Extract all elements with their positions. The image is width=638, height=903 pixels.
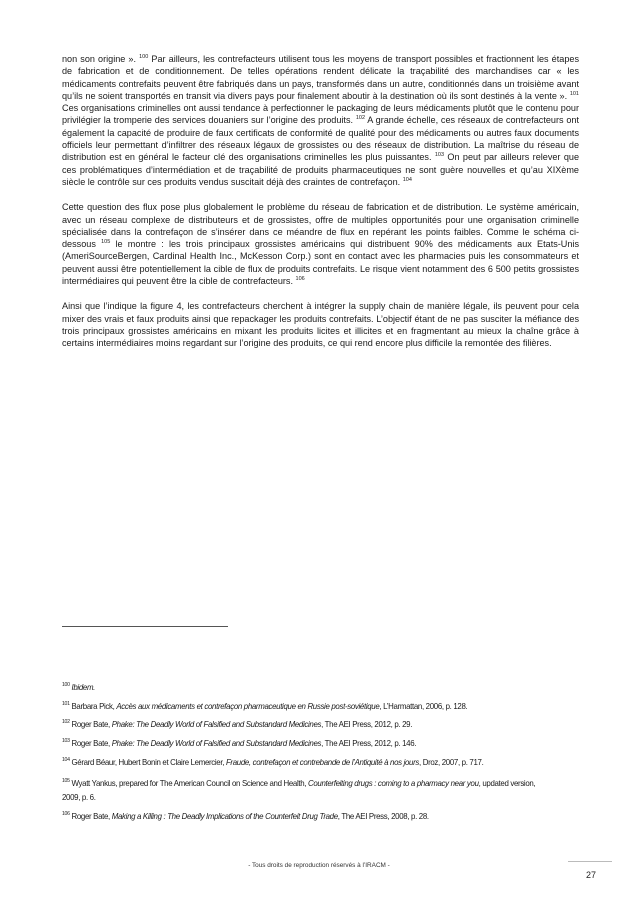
italic-title: Making a Killing : The Deadly Implications of the Counterfeit Drug Trade: [111, 811, 338, 821]
text-run: le montre : les trois principaux grossistes américains qui distribuent 90% des médicaments aux Etats-Unis (AmeriSourceBergen, Cardinal Health Inc., McKesson Corp.) sont en contact avec les pharmacies puis les consommateurs et peuvent aussi être potentiellement la cible de flux de produits contrefaits. Le risque vient notamment des 6 500 petits grossistes intermédiaires qui peuvent être la cible de contrefacteurs.: [62, 239, 579, 287]
footnote-ref: 102: [355, 115, 366, 122]
text-run: Roger Bate,: [69, 811, 112, 821]
italic-title: Ibidem.: [71, 682, 96, 692]
text-run: Ces organisations criminelles ont aussi tendance à perfectionner le packaging de leurs médicaments plutôt que le contenu pour privilégier la tromperie des services douaniers sur l’origine des produits.: [62, 103, 579, 126]
footnote-ref: 102: [62, 719, 70, 725]
footnote-ref: 104: [62, 757, 70, 763]
text-run: Barbara Pick,: [69, 700, 117, 711]
footnote-ref: 100: [62, 682, 70, 688]
text-run: On peut par ailleurs relever que ces problématiques d’intermédiation et de traçabilité de produits pharmaceutiques ne sont guère nouvelles et qu’au XIXème siècle le contrôle sur ces produits vendus suscitait déjà des craintes de contrefaçon.: [62, 152, 579, 187]
footnote-106: [62, 810, 553, 822]
footnote-ref: 103: [434, 152, 445, 159]
footnote-ref: 103: [62, 737, 70, 744]
page-number-rule: [568, 861, 612, 862]
italic-title: Counterfeiting drugs : coming to a pharmacy near you: [308, 777, 479, 788]
footnote-102: [62, 718, 553, 730]
body-paragraph: [62, 53, 579, 188]
footnote-101: [62, 700, 553, 712]
footnote-ref: 104: [402, 176, 412, 183]
footnote-ref: 106: [62, 811, 70, 817]
text-run: , The AEI Press, 2012, p. 146.: [321, 737, 417, 748]
text-run: , The AEI Press, 2012, p. 29.: [321, 719, 413, 729]
text-run: , Droz, 2007, p. 717.: [419, 757, 484, 767]
footnote-100: [62, 681, 553, 693]
footnote-ref: 101: [569, 90, 579, 97]
text-run: non son origine ».: [62, 54, 140, 64]
text-run: A grande échelle, ces réseaux de contrefacteurs ont également la capacité de produire de faux certificats de conformité de qualité pour des médicaments ou autres faux documents officiels leur permettant d’infiltrer des réseaux légaux de grossistes ou des réseaux de distribution. La maîtrise du réseau de distribution est en général le facteur clé des organisations criminelles les plus puissantes.: [62, 115, 579, 163]
text-run: Cette question des flux pose plus globalement le problème du réseau de fabrication et de distribution. Le système américain, avec un réseau complexe de distributeurs et de grossistes, offre de multiples opportunités pour une organisation criminelle spécialisée dans la contrefaçon de s’insérer dans ce méandre de flux en repérant les points faibles. Comme le schéma ci-dessous: [62, 202, 579, 250]
footnote-105: [62, 776, 553, 804]
footnote-103: [62, 737, 553, 749]
footnote-ref: 105: [101, 239, 111, 246]
italic-title: Accès aux médicaments et contrefaçon pharmaceutique en Russie post-soviétique: [116, 700, 380, 711]
text-run: Wyatt Yankus, prepared for The American Council on Science and Health,: [69, 777, 309, 788]
footnote-ref: 105: [62, 777, 70, 784]
italic-title: Phake: The Deadly World of Falsified and Substandard Medicines: [111, 719, 322, 729]
footnote-104: [62, 755, 553, 769]
body-paragraph: [62, 300, 579, 349]
italic-title: Phake: The Deadly World of Falsified and Substandard Medicines: [111, 737, 322, 748]
text-run: Par ailleurs, les contrefacteurs utilisent tous les moyens de transport possibles et fractionnent les étapes de fabrication et de conditionnement. De telles opérations rendent délicate la traçabilité des marchandises car « les médicaments contrefaits peuvent être fabriqués dans un pays, transformés dans un autre, conditionnés dans un troisième avant qu’ils ne soient transportés en transit via divers pays pour finalement aboutir à la destination où ils sont destinés à la vente ».: [62, 54, 579, 101]
text-run: , L’Harmattan, 2006, p. 128.: [379, 700, 468, 711]
footnote-ref: 106: [295, 276, 305, 283]
text-run: , updated version, 2009, p. 6.: [62, 777, 536, 802]
footnotes: [62, 681, 553, 829]
text-run: , The AEI Press, 2008, p. 28.: [337, 811, 429, 821]
footnote-ref: 101: [62, 700, 70, 707]
italic-title: Fraude, contrefaçon et contrebande de l’Antiquité à nos jours: [225, 757, 420, 767]
footnote-ref: 100: [139, 54, 149, 60]
text-run: Gérard Béaur, Hubert Bonin et Claire Lemercier,: [69, 757, 226, 767]
body-text: [62, 53, 579, 363]
footnote-separator: [62, 626, 228, 627]
page-number: 27: [586, 870, 597, 880]
text-run: Ainsi que l’indique la figure 4, les contrefacteurs cherchent à intégrer la supply chain de manière légale, ils peuvent pour cela mixer des vrais et faux produits ainsi que repackager les produits contrefaits. L’objectif étant de ne pas susciter la méfiance des trois principaux grossistes américains en mixant les produits licites et illicites et en fragmentant au mieux la chaîne grâce à certains intermédiaires moins regardant sur l’origine des produits, ce qui rend encore plus difficile la remontée des filières.: [62, 301, 579, 349]
text-run: Roger Bate,: [69, 719, 112, 729]
body-paragraph: [62, 201, 579, 287]
copyright-notice: - Tous droits de reproduction réservés à l’IRACM -: [248, 862, 390, 869]
text-run: Roger Bate,: [69, 737, 112, 748]
